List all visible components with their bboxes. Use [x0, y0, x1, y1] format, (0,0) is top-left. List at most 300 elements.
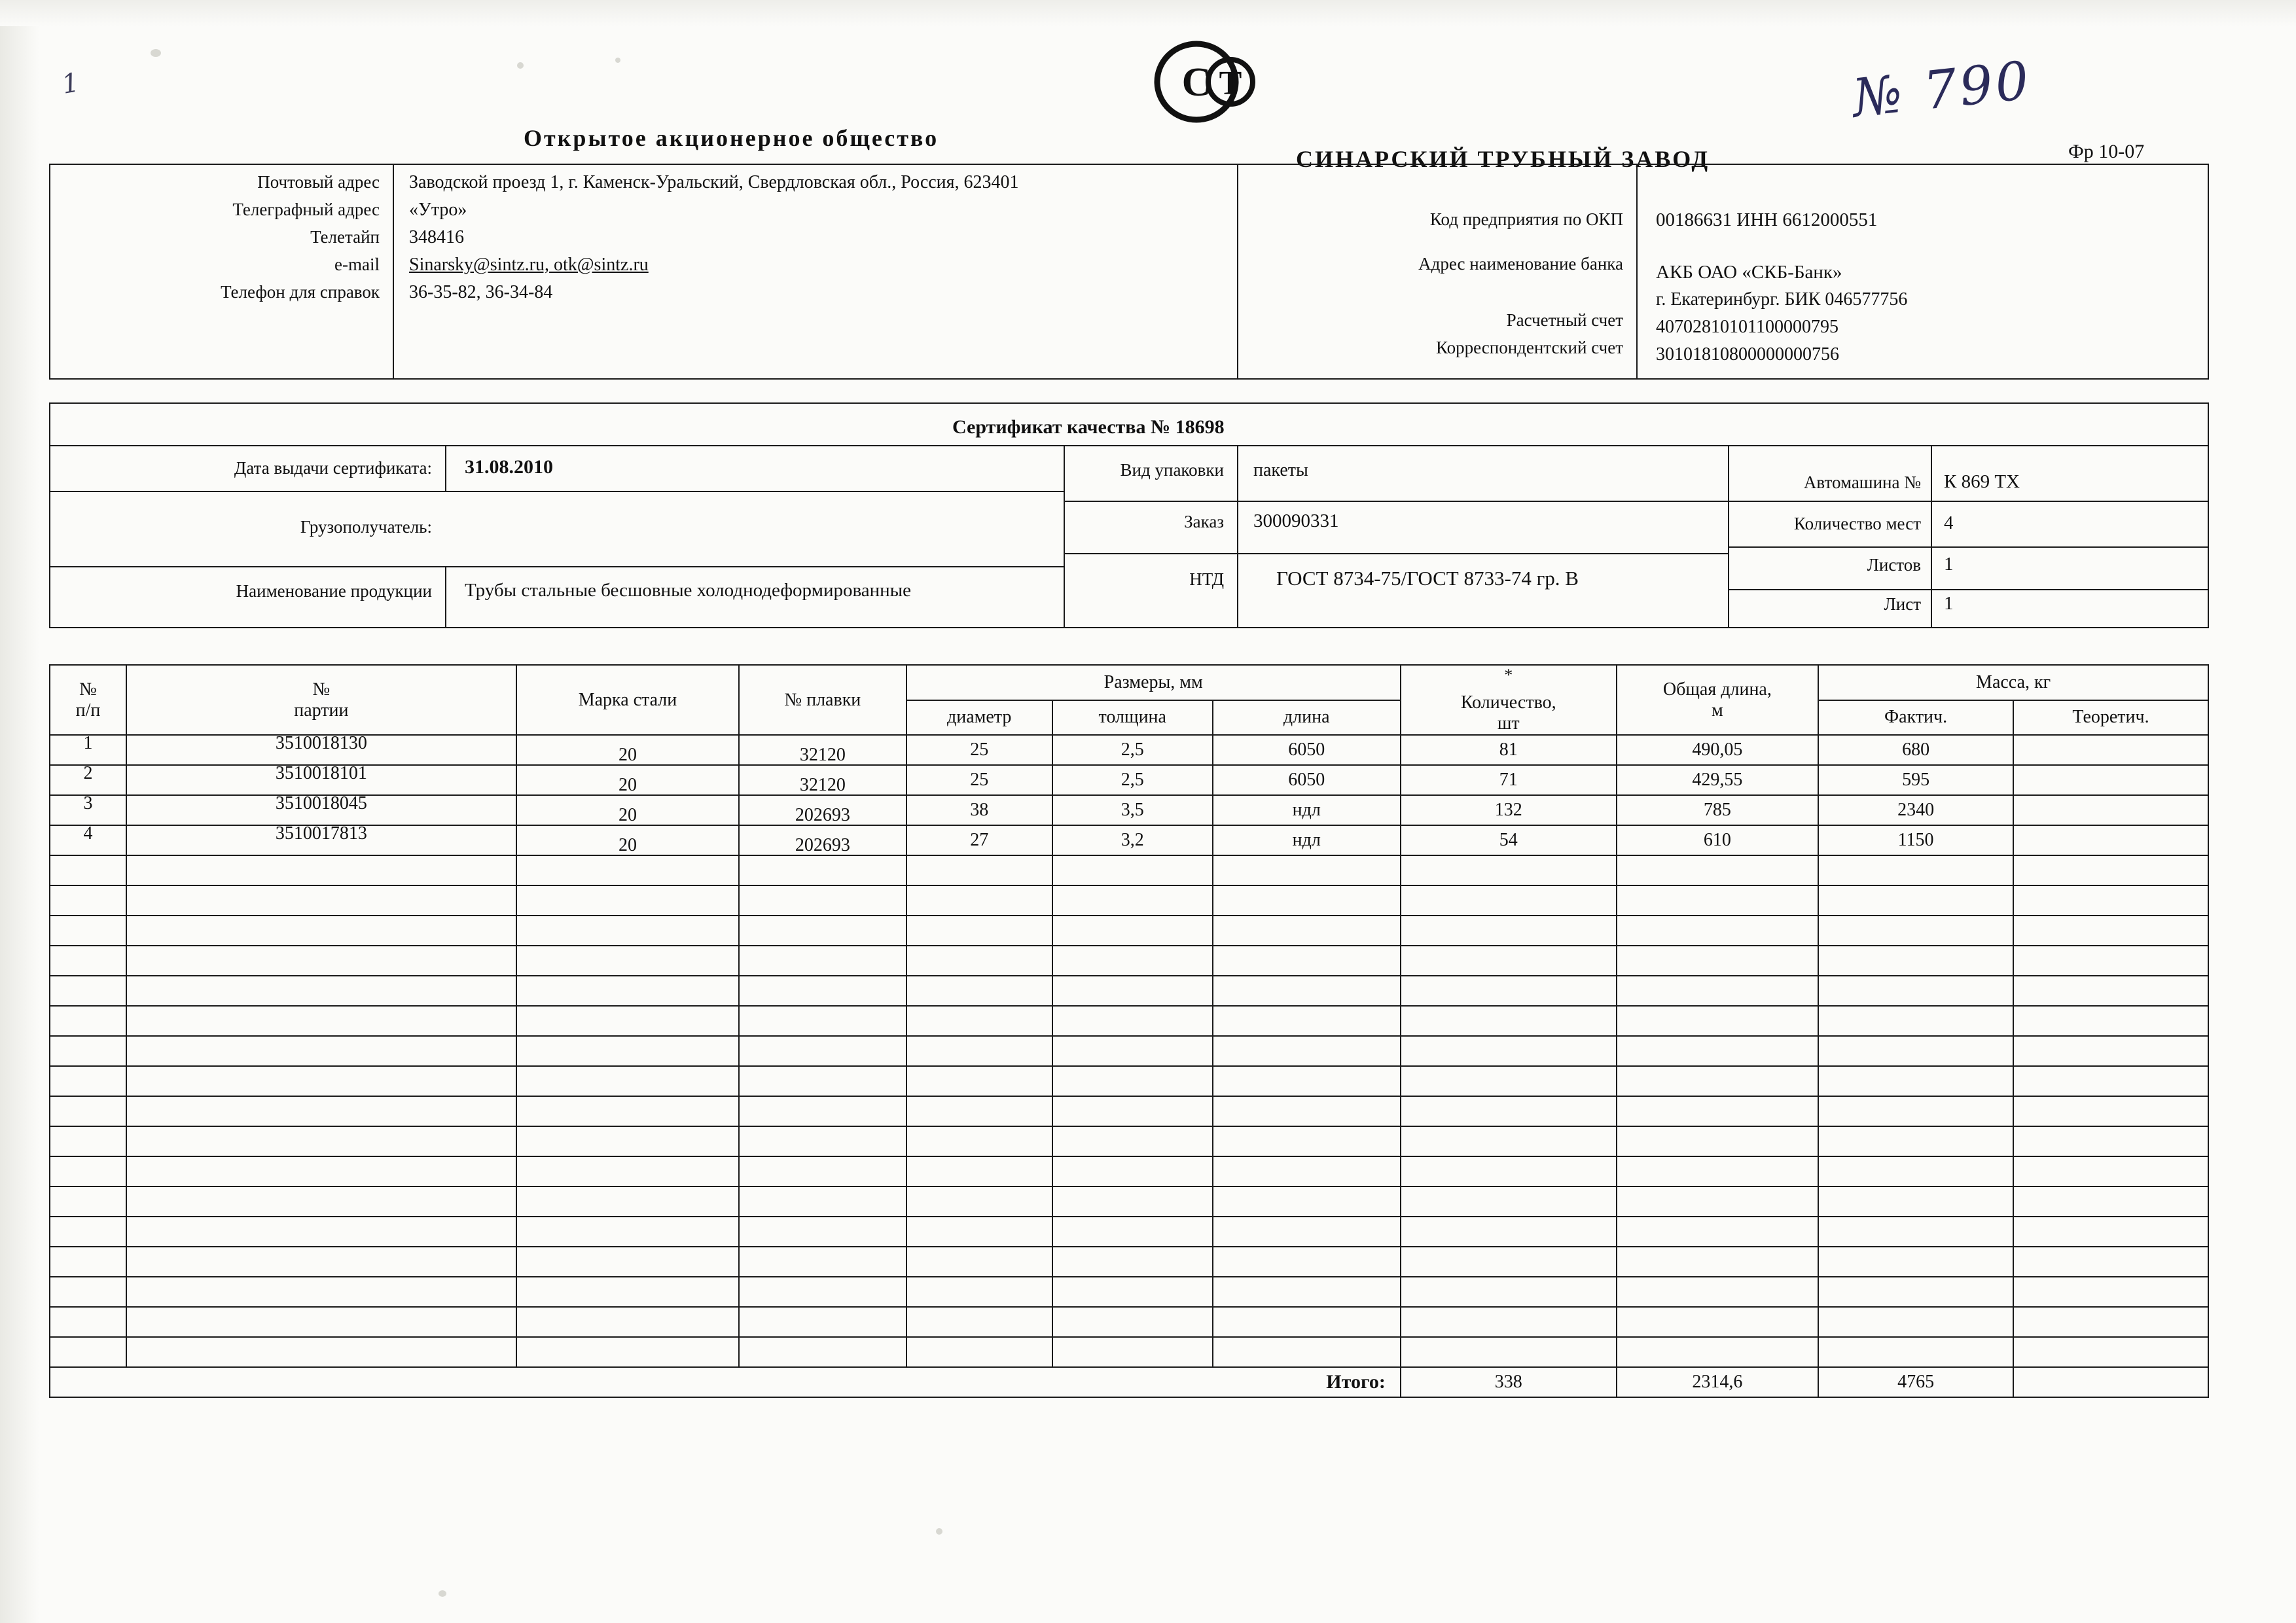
cell-empty [739, 855, 906, 885]
cell-empty [2013, 855, 2208, 885]
cell-empty [516, 1126, 739, 1156]
table-row-empty [50, 976, 2208, 1006]
cell-thickness: 3,2 [1052, 825, 1213, 855]
cell-empty [739, 946, 906, 976]
cell-empty [1401, 1217, 1617, 1247]
cell-empty [516, 1186, 739, 1217]
cell-empty [126, 855, 516, 885]
cell-empty [906, 916, 1052, 946]
th-quantity-star: * [1504, 666, 1513, 685]
cell-empty [2013, 1036, 2208, 1066]
cell-empty [516, 1337, 739, 1367]
th-sizes: Размеры, мм [906, 665, 1401, 700]
cell-steel-grade: 20 [516, 735, 739, 765]
cell-empty [126, 885, 516, 916]
cell-empty [1213, 1277, 1401, 1307]
value-sheets-count: 1 [1944, 554, 1954, 575]
cell-empty [906, 855, 1052, 885]
cell-steel-grade: 20 [516, 795, 739, 825]
cell-empty [1401, 855, 1617, 885]
cell-diameter: 25 [906, 735, 1052, 765]
cell-quantity: 71 [1401, 765, 1617, 795]
cell-empty [1401, 1337, 1617, 1367]
cell-empty [906, 1096, 1052, 1126]
cell-empty [906, 1186, 1052, 1217]
cell-empty [1401, 1277, 1617, 1307]
cell-empty [1401, 946, 1617, 976]
cell-empty [516, 1217, 739, 1247]
cell-empty [1052, 1096, 1213, 1126]
cell-empty [1213, 1337, 1401, 1367]
cell-empty [126, 1156, 516, 1186]
cell-empty [516, 976, 739, 1006]
label-issue-date: Дата выдачи сертификата: [234, 458, 432, 478]
cell-empty [906, 885, 1052, 916]
table-row-empty [50, 1217, 2208, 1247]
th-thickness: толщина [1052, 700, 1213, 736]
cell-empty [50, 855, 126, 885]
table-row-empty [50, 1066, 2208, 1096]
cell-empty [50, 1247, 126, 1277]
cell-empty [2013, 1066, 2208, 1096]
totals-quantity: 338 [1401, 1367, 1617, 1397]
cell-empty [1818, 1066, 2013, 1096]
cell-empty [1213, 1066, 1401, 1096]
value-vehicle-number: К 869 ТХ [1944, 471, 2020, 492]
cell-empty [1401, 916, 1617, 946]
cell-empty [516, 1096, 739, 1126]
cell-length: 6050 [1213, 765, 1401, 795]
cell-empty [1213, 855, 1401, 885]
label-product-name: Наименование продукции [236, 581, 432, 601]
label-email: e-mail [334, 255, 380, 274]
cell-empty [1617, 1096, 1819, 1126]
cell-empty [516, 1156, 739, 1186]
label-okp-code: Код предприятия по ОКП [1429, 209, 1623, 229]
cell-empty [516, 1307, 739, 1337]
label-bank-name: Адрес наименование банка [1418, 254, 1623, 274]
cell-empty [906, 1156, 1052, 1186]
scan-speck [151, 49, 161, 57]
divider-issue-date [445, 445, 446, 491]
cell-empty [1818, 1337, 2013, 1367]
cell-total-length: 610 [1617, 825, 1819, 855]
table-row [50, 765, 2208, 795]
scan-edge-left [0, 0, 39, 1623]
label-consignee: Грузополучатель: [300, 517, 432, 537]
label-correspondent-account: Корреспондентский счет [1435, 338, 1623, 357]
totals-row [50, 1367, 2208, 1397]
table-row-empty [50, 1337, 2208, 1367]
cell-empty [906, 1277, 1052, 1307]
divider-bank-labels-values [1636, 164, 1638, 380]
cert-row-sep-sheets [1728, 589, 2209, 590]
table-body [50, 735, 2208, 1367]
scan-speck [936, 1528, 942, 1535]
scan-speck [615, 58, 620, 63]
cell-empty [516, 1036, 739, 1066]
cell-empty [1401, 1186, 1617, 1217]
value-telegraph-address: «Утро» [409, 200, 467, 220]
value-settlement-account: 40702810101100000795 [1656, 317, 1839, 337]
cell-empty [906, 976, 1052, 1006]
cell-empty [50, 1337, 126, 1367]
cell-empty [2013, 1217, 2208, 1247]
cell-heat-number: 32120 [739, 765, 906, 795]
cell-empty [126, 1277, 516, 1307]
cell-empty [126, 1066, 516, 1096]
certificate-title: Сертификат качества № 18698 [952, 416, 1225, 438]
cell-empty [126, 1096, 516, 1126]
cell-empty [516, 855, 739, 885]
table-row-empty [50, 1126, 2208, 1156]
th-quantity-line2: шт [1497, 713, 1520, 734]
cell-mass-actual: 2340 [1818, 795, 2013, 825]
cell-empty [126, 1036, 516, 1066]
cell-empty [50, 1006, 126, 1036]
cell-empty [2013, 916, 2208, 946]
cell-empty [1818, 946, 2013, 976]
th-mass: Масса, кг [1818, 665, 2208, 700]
value-issue-date: 31.08.2010 [465, 456, 553, 478]
th-diameter: диаметр [906, 700, 1052, 736]
cell-empty [1617, 976, 1819, 1006]
cell-steel-grade: 20 [516, 765, 739, 795]
svg-text:Т: Т [1219, 65, 1242, 102]
value-postal-address: Заводской проезд 1, г. Каменск-Уральский, Свердловская обл., Россия, 623401 [409, 172, 1019, 192]
cell-empty [906, 1036, 1052, 1066]
divider-cert-right-labels-values [1931, 445, 1932, 628]
products-table [49, 664, 2209, 1398]
cell-empty [1052, 1006, 1213, 1036]
value-sheet-number: 1 [1944, 593, 1954, 614]
table-row-empty [50, 1006, 2208, 1036]
cell-empty [2013, 1006, 2208, 1036]
table-row-empty [50, 1307, 2208, 1337]
value-order: 300090331 [1253, 510, 1339, 531]
cell-empty [516, 1277, 739, 1307]
cell-quantity: 54 [1401, 825, 1617, 855]
cell-empty [516, 946, 739, 976]
cell-empty [739, 976, 906, 1006]
cell-empty [906, 1006, 1052, 1036]
cell-row-number: 3 [50, 795, 126, 825]
table-row-empty [50, 1186, 2208, 1217]
th-batch-line1: № [312, 679, 331, 700]
form-code: Фр 10-07 [2068, 141, 2145, 162]
cell-empty [50, 946, 126, 976]
cell-empty [906, 1307, 1052, 1337]
company-name-left: Открытое акционерное общество [524, 125, 939, 151]
value-bank-city-bik: г. Екатеринбург. БИК 046577756 [1656, 289, 1908, 310]
totals-mass-theoretical [2013, 1367, 2208, 1397]
scan-speck [439, 1590, 446, 1597]
th-total-length-line1: Общая длина, [1662, 679, 1772, 700]
cell-empty [739, 1217, 906, 1247]
cell-empty [906, 1126, 1052, 1156]
cell-empty [906, 1337, 1052, 1367]
label-order: Заказ [1184, 512, 1224, 531]
cell-empty [50, 1186, 126, 1217]
cell-empty [126, 1217, 516, 1247]
cell-empty [1617, 916, 1819, 946]
table-row-empty [50, 885, 2208, 916]
cell-empty [906, 1247, 1052, 1277]
cell-empty [1617, 1066, 1819, 1096]
cell-batch-number: 3510018045 [126, 795, 516, 825]
cell-empty [1213, 1307, 1401, 1337]
cell-empty [1052, 1156, 1213, 1186]
cell-empty [1617, 1307, 1819, 1337]
value-packing-type: пакеты [1253, 460, 1308, 480]
cell-empty [2013, 1126, 2208, 1156]
cell-empty [906, 946, 1052, 976]
cell-empty [2013, 1307, 2208, 1337]
cell-empty [2013, 1247, 2208, 1277]
cell-empty [2013, 1156, 2208, 1186]
cell-empty [1401, 885, 1617, 916]
value-email[interactable]: Sinarsky@sintz.ru, otk@sintz.ru [409, 255, 649, 275]
cell-diameter: 38 [906, 795, 1052, 825]
cell-empty [1818, 1006, 2013, 1036]
cell-row-number: 4 [50, 825, 126, 855]
th-row-number-line1: № [79, 679, 97, 700]
cell-empty [126, 946, 516, 976]
cell-empty [1052, 1277, 1213, 1307]
cell-empty [50, 1126, 126, 1156]
cell-empty [1818, 1277, 2013, 1307]
th-quantity-line1: Количество, [1460, 692, 1556, 713]
cell-empty [1052, 916, 1213, 946]
cell-mass-actual: 1150 [1818, 825, 2013, 855]
label-postal-address: Почтовый адрес [257, 172, 380, 192]
cell-empty [126, 1337, 516, 1367]
divider-cert-left-mid [1064, 445, 1065, 628]
th-steel-grade: Марка стали [516, 665, 739, 735]
cell-empty [1818, 1217, 2013, 1247]
cert-row-sep-places [1728, 546, 2209, 548]
totals-total-length: 2314,6 [1617, 1367, 1819, 1397]
cell-empty [1818, 916, 2013, 946]
cell-empty [1052, 1337, 1213, 1367]
th-mass-actual: Фактич. [1818, 700, 2013, 736]
table-row-empty [50, 1156, 2208, 1186]
cell-empty [1213, 976, 1401, 1006]
table-row-empty [50, 1096, 2208, 1126]
company-name-right: СИНАРСКИЙ ТРУБНЫЙ ЗАВОД [1296, 146, 1710, 172]
cell-empty [2013, 1337, 2208, 1367]
cell-empty [1818, 1036, 2013, 1066]
value-teletype: 348416 [409, 227, 464, 247]
label-sheet-number: Лист [1884, 594, 1921, 614]
cell-empty [1052, 1186, 1213, 1217]
table-row-empty [50, 1247, 2208, 1277]
cell-mass-theoretical [2013, 765, 2208, 795]
cell-empty [1818, 885, 2013, 916]
cert-row-sep-2 [49, 566, 1064, 567]
table-row-empty [50, 855, 2208, 885]
label-vehicle-number: Автомашина № [1803, 473, 1921, 492]
cell-empty [906, 1066, 1052, 1096]
cell-empty [739, 1066, 906, 1096]
label-teletype: Телетайп [310, 227, 380, 247]
cell-empty [50, 1277, 126, 1307]
cell-batch-number: 3510018130 [126, 735, 516, 765]
cell-empty [739, 1307, 906, 1337]
cell-empty [1617, 1217, 1819, 1247]
cell-empty [739, 916, 906, 946]
value-okp-code: 00186631 ИНН 6612000551 [1656, 209, 1878, 230]
cell-length: ндл [1213, 825, 1401, 855]
cell-empty [1213, 1217, 1401, 1247]
divider-contacts-bank [1237, 164, 1238, 380]
cell-diameter: 27 [906, 825, 1052, 855]
cell-empty [739, 1156, 906, 1186]
table-row [50, 825, 2208, 855]
cell-empty [1052, 1247, 1213, 1277]
cell-thickness: 2,5 [1052, 735, 1213, 765]
table-row-empty [50, 946, 2208, 976]
cert-row-sep-order [1064, 553, 1728, 554]
cell-empty [739, 1337, 906, 1367]
th-mass-theoretical: Теоретич. [2013, 700, 2208, 736]
cell-empty [2013, 885, 2208, 916]
table-row-empty [50, 916, 2208, 946]
table-row-empty [50, 1036, 2208, 1066]
cell-empty [1401, 1156, 1617, 1186]
cell-empty [1052, 1036, 1213, 1066]
value-correspondent-account: 30101810800000000756 [1656, 344, 1839, 365]
cell-empty [516, 1006, 739, 1036]
handwritten-number: № 790 [1849, 49, 2034, 130]
table-foot [50, 1367, 2208, 1397]
cell-empty [50, 1156, 126, 1186]
cell-empty [1052, 1066, 1213, 1096]
cell-total-length: 785 [1617, 795, 1819, 825]
label-sheets-count: Листов [1867, 555, 1921, 575]
th-heat-number: № плавки [739, 665, 906, 735]
cell-empty [1401, 1006, 1617, 1036]
scan-edge-top [0, 0, 2296, 26]
cell-empty [1818, 855, 2013, 885]
cell-mass-theoretical [2013, 795, 2208, 825]
cell-empty [1818, 1096, 2013, 1126]
company-logo [1139, 39, 1270, 124]
cell-empty [2013, 1096, 2208, 1126]
cell-empty [50, 916, 126, 946]
table-row-empty [50, 1277, 2208, 1307]
cell-empty [50, 885, 126, 916]
cell-mass-actual: 680 [1818, 735, 2013, 765]
totals-label: Итого: [50, 1367, 1401, 1397]
cell-length: ндл [1213, 795, 1401, 825]
cert-row-sep-1 [49, 491, 1064, 492]
cell-empty [1617, 946, 1819, 976]
cell-empty [50, 1217, 126, 1247]
table-head [50, 665, 2208, 735]
th-row-number-line2: п/п [75, 700, 101, 721]
th-total-length [1617, 665, 1819, 735]
cell-empty [1617, 1186, 1819, 1217]
value-product-name: Трубы стальные бесшовные холоднодеформированные [465, 580, 912, 601]
cell-empty [739, 1006, 906, 1036]
label-phone: Телефон для справок [221, 282, 380, 302]
cell-empty [2013, 976, 2208, 1006]
cell-empty [1818, 1247, 2013, 1277]
cell-empty [126, 1307, 516, 1337]
cell-empty [1617, 1126, 1819, 1156]
cell-empty [1617, 885, 1819, 916]
cell-row-number: 2 [50, 765, 126, 795]
cell-thickness: 3,5 [1052, 795, 1213, 825]
cell-heat-number: 202693 [739, 825, 906, 855]
cell-empty [1052, 1217, 1213, 1247]
th-batch-line2: партии [294, 700, 349, 721]
divider-product-name [445, 566, 446, 628]
cell-empty [2013, 1277, 2208, 1307]
cell-empty [1213, 1036, 1401, 1066]
divider-cert-mid-values [1237, 445, 1238, 628]
cell-empty [1213, 1186, 1401, 1217]
cell-empty [1818, 1156, 2013, 1186]
cell-empty [739, 1186, 906, 1217]
cell-empty [1052, 946, 1213, 976]
cell-empty [739, 1126, 906, 1156]
label-ntd: НТД [1189, 569, 1224, 589]
cell-empty [50, 1096, 126, 1126]
cell-empty [1052, 1126, 1213, 1156]
cell-empty [1818, 1126, 2013, 1156]
cell-empty [739, 1247, 906, 1277]
th-batch-number [126, 665, 516, 735]
cell-empty [126, 1247, 516, 1277]
cell-empty [1401, 1036, 1617, 1066]
totals-mass-actual: 4765 [1818, 1367, 2013, 1397]
label-telegraph-address: Телеграфный адрес [232, 200, 380, 219]
cell-empty [126, 1006, 516, 1036]
cell-empty [739, 1277, 906, 1307]
cert-row-sep-vehicle [1728, 501, 2209, 502]
table-row [50, 795, 2208, 825]
cell-empty [1617, 1156, 1819, 1186]
cell-heat-number: 202693 [739, 795, 906, 825]
cell-empty [50, 1066, 126, 1096]
cell-empty [2013, 946, 2208, 976]
cell-empty [1213, 1126, 1401, 1156]
cell-empty [126, 1186, 516, 1217]
cell-empty [1401, 1247, 1617, 1277]
cell-empty [1617, 1036, 1819, 1066]
svg-text:С: С [1181, 60, 1211, 105]
cell-empty [126, 916, 516, 946]
cell-batch-number: 3510018101 [126, 765, 516, 795]
th-total-length-line2: м [1712, 700, 1723, 721]
cell-empty [1617, 1277, 1819, 1307]
cell-empty [1052, 885, 1213, 916]
cell-empty [1818, 976, 2013, 1006]
cell-empty [1052, 1307, 1213, 1337]
table-row [50, 735, 2208, 765]
cell-empty [516, 916, 739, 946]
cell-quantity: 132 [1401, 795, 1617, 825]
cell-empty [1213, 1156, 1401, 1186]
divider-cert-values-right [1728, 445, 1729, 628]
table-header-row-1 [50, 665, 2208, 700]
cert-title-underline [49, 445, 2209, 446]
cell-empty [1401, 1307, 1617, 1337]
cell-empty [126, 976, 516, 1006]
cell-heat-number: 32120 [739, 735, 906, 765]
